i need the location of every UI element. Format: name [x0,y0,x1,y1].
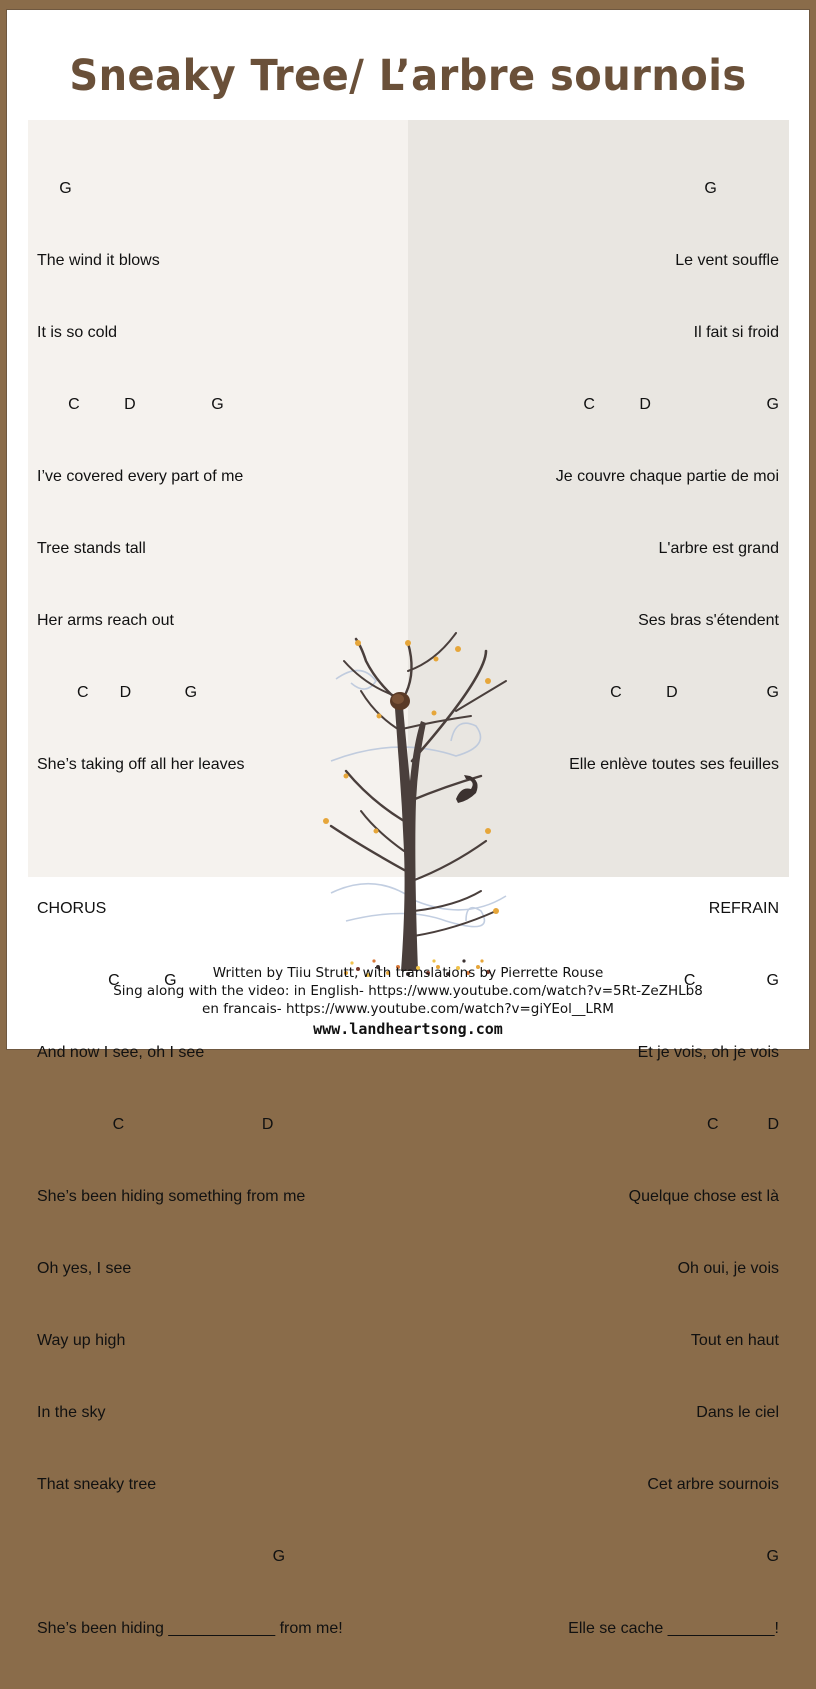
lyric-line: And now I see, oh I see [37,1044,205,1061]
lyric-line: She’s been hiding ____________ from me! [37,1620,343,1637]
lyric-line: It is so cold [37,324,118,341]
credit-line: Written by Tiiu Strutt, with translations by Pierrette Rouse [212,965,604,981]
lyric-line: L'arbre est grand [658,540,779,557]
french-lyrics [556,129,779,1689]
english-lyrics [37,129,343,1689]
credits-footer [6,964,810,1038]
lyric-line: Oh oui, je vois [677,1260,779,1277]
lyric-line: Dans le ciel [696,1404,779,1421]
lyric-line: C D G [37,684,198,701]
lyric-line: Ses bras s'étendent [638,612,779,629]
video-link-english[interactable]: Sing along with the video: in English- https://www.youtube.com/watch?v=5Rt-ZeZHLb8 [113,983,703,999]
lyric-line: Il fait si froid [693,324,779,341]
lyric-line: Tree stands tall [37,540,146,557]
lyric-line: G [704,180,779,197]
lyric-line: Elle se cache ____________! [568,1620,779,1637]
bare-tree-with-nest-and-squirrel-icon [306,621,526,981]
lyric-line: C D G [610,684,779,701]
lyric-line: Way up high [37,1332,126,1349]
lyric-line: I’ve covered every part of me [37,468,244,485]
lyric-line [556,825,779,849]
lyric-line: Et je vois, oh je vois [637,1044,779,1061]
lyric-line: C D [706,1116,779,1133]
lyric-line: Elle enlève toutes ses feuilles [569,756,779,773]
lyric-line: That sneaky tree [37,1476,157,1493]
lyric-line: She’s been hiding something from me [37,1188,306,1205]
lyric-line: C G [37,972,177,989]
lyric-line: Oh yes, I see [37,1260,132,1277]
lyric-line: Je couvre chaque partie de moi [555,468,779,485]
lyric-line: C G [683,972,779,989]
lyric-line: CHORUS [37,900,107,917]
lyric-line: G [37,1548,286,1565]
lyric-line: She’s taking off all her leaves [37,756,245,773]
lyric-line: G [37,180,72,197]
video-link-french[interactable]: en francais- https://www.youtube.com/watch?v=giYEol__LRM [202,1001,614,1017]
lyric-line: In the sky [37,1404,106,1421]
song-sheet-page [6,9,810,1637]
lyric-line: Cet arbre sournois [647,1476,779,1493]
website-link[interactable]: www.landheartsong.com [313,1020,503,1038]
lyric-line: C D [37,1116,274,1133]
lyric-line: The wind it blows [37,252,160,269]
lyric-line: REFRAIN [708,900,779,917]
lyric-line [37,825,343,849]
lyric-line: C D G [37,396,224,413]
lyric-line: Quelque chose est là [628,1188,779,1205]
lyric-line: Her arms reach out [37,612,174,629]
lyric-line: C D G [583,396,779,413]
page-title: Sneaky Tree/ L’arbre sournois [69,51,747,101]
lyric-line: Le vent souffle [675,252,779,269]
lyric-line: Tout en haut [690,1332,779,1349]
lyric-line: G [766,1548,779,1565]
